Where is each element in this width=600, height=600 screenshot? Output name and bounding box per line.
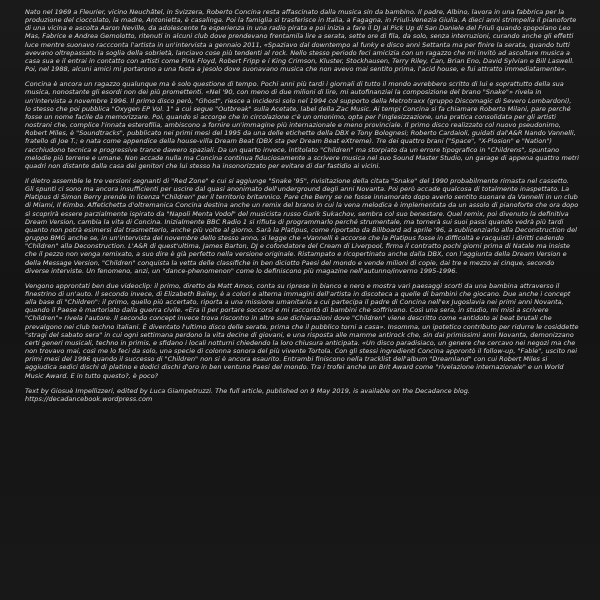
credits-text: Text by Giosuè Impellizzeri, edited by Luca Giampetruzzi. The full article, published on 9 May 2019, is available on the Decadance blog.: [25, 386, 471, 395]
paragraph-3: Il dietro assemble le tre versioni segnanti di "Red Zone" e cui si aggiunge "Snake '95", rivisitazione della citata "Snake" del 1990 probabilmente rimasta nel cassetto. Gli spunti ci sono ma ancora insufficienti per uscire dal quasi anonimato dell'underground degli anni Novanta. Poi però accade qualcosa di totalmente inaspettato. La Platipus di Simon Berry prende in licenza "Children" per il territorio britannico. Pare che Berry se ne fosse innamorato dopo averlo sentito suonare da Vannelli in un club di Miami, Il Kimbo. Affetichetta d'oltremanica Concina destina anche un remix del brano in cui la vena melodica è implementata da un assolo di pianoforte che ora dopo sì scoprirà essere parzialmente ispirato da "Napoli Menta Vodol" del musicista russo Garik Sukachov, sembra col suo benestare. Quel remix, poi divenuto la definitiva Dream Version, cambia la vita di Concina. Inizialmente BBC Radio 1 si rifiuta di programmarlo perché strumentale, ma tornerà sui suoi passi quando vedrà più tardi quanto non potrà esimersi dal trasmetterlo, anche più volte al giorno. Sarà la Platipus, come riportato da Billboard ad aprile '96, a sublicenziarlo alla Deconstruction del gruppo BMG anche se, in un'intervista del novembre dello stesso anno, si legge che «Vannelli è accorse che la Platipus fosse in difficoltà e racquisti i diritti cedendo "Children" alla Deconstruction. L'A&R di quest'ultima, James Barton, DJ e cofondatore del Cream di Liverpool, firma il contratto pochi giorni prima di Natale ma insiste che il pezzo non venga remixato, a suo dire è già perfetto nella versione originale. Ristampato e ricopertinato anche dalla DBX, con l'aggiunta della Dream Version e della Message Version, "Children" conquista la vetta delle classifiche in ben diciotto Paesi del mondo e vende milioni di copie, dai tre e mezzo ai cinque, secondo diverse interviste. Un fenomeno, anzi, un "dance-phenomenon" come lo definiscono più magazine nell'autunno/inverno 1995-1996.: [25, 176, 579, 275]
paragraph-1: Nato nel 1969 a Fleurier, vicino Neuchâtel, in Svizzera, Roberto Concina resta affascinato dalla musica sin da bambino. Il padre, Albino, lavora in una fabbrica per la produzione del cioccolato, la madre, Antonietta, è casalinga. Poi la famiglia si trasferisce in Italia, a Fagagna, in Friuli-Venezia Giulia. A dieci anni strimpella il pianoforte di una vicina e ascolta Aaron Neville, da adolescente fa esperienza in una radio pirata e poi inizia a fare il DJ al Pick Up di San Daniele del Friuli quando spopolano Leo Mas, Fabrice e Andrea Gemolotto, ritenuti in alcuni club dove prendevano frentamila lire a serata, sette ore di fila, da solo, senza interruzioni, curando anche gli effetti luce mentre suonavo raccconta l'artista in un'intervista a gennaio 2011, «Spaziavo dal downtempo al funky e disco anni Settanta ma per finire la serata, quando tutti avevano oltrepassato la soglia della sobrietà, lanciavo cose più tendenti al rock. Nello stesso periodo feci amicizia con un ragazzo che mi invitò ad ascoltare musica a casa sua e il entrai in contatto con artisti come Pink Floyd, Robert Fripp e i King Crimson, Kluster, Stockhausen, Terry Riley, Can, Brian Eno, David Sylvian e Bill Laswell. Poi, nel 1988, alcuni amici mi portarono a una festa a Jesolo dove suonavano musica che non avevo mai sentito prima, l'acid house, e fui attratto immediatamente».: [25, 8, 577, 74]
article-body: [25, 8, 579, 403]
paragraph-2: Concina è ancora un ragazzo qualunque ma è solo questione di tempo. Pochi anni più tardi i giornali di tutto il mondo avrebbero scritto di lui e soprattutto della sua musica, nonostante gli esordi non dei più promettenti. «Nel '90, con meno di due milioni di lire, mi autofinanziai la composizione del brano "Snake"» rivela in un'intervista a novembre 1996. Il primo disco però, "Ghost", riesce a incidersi solo nel 1994 col supporto della Metrotraxx (gruppo Discomagic di Severo Lombardoni), lo stesso che poi pubblica "Oxygen EP Vol. 1" a cui segue "Outbreak" sulla Acetate, label della Zac Music. Ai tempi Concina si fa chiamare Roberto Milani, pare perché fosse un nome facile da memorizzare. Poi, quando si accorge che in circolazione c'è un omonimo, opta per l'inglesizzazione, una pratica consolidata per gli artisti nostrani che, complice l'innata esterofilia, ambiscono a fornire un'immagine più internazionale e meno provinciale. Il primo disco realizzato col nuovo pseudonimo, Robert Miles, è "Soundtracks", pubblicato nei primi mesi del 1995 da una delle etichette della DBX e Tony Bolognesi; Roberto Cardaioli, guidati dal'A&R Nando Vannelli, fratello di Joe T.; e nata come appendice della house-villa Dream Beat (DBX sta per Dream Beat eXtreme). Tre dei quattro brani ("Space", "X-Plosion" e "Nation") racchiudono tecnica e progressive trance dawero spaziali. Da un quarto invece, intitolato "Children" ma storpiato da un errore tipografico in "Childrens", spuntano melodie più terrene e umane. Non accade nulla ma Concina continua fiduciosamente a scrivere musica nel suo Sound Master Studio, un garage di appena quattro metri quadri non distante dalla casa dei genitori che lui stesso ha insonorizzato per evitare di dar fastidio ai vicini.: [25, 80, 579, 170]
blog-url: https://decadancebook.wordpress.com: [25, 394, 153, 403]
credits-block: [25, 387, 579, 403]
paragraph-4: Vengono approntati ben due videoclip: il primo, diretto da Matt Amos, conta su riprese in bianco e nero e mostra vari paesaggi scorti da una bambina attraverso il finestrino di un'auto. Il secondo invece, di Elizabeth Bailey, è a colori e alterna immagini dell'artista in discoteca a quelle di bambini che giocano. Due anche i concept alla base di "Children": il primo, quello più accertato, riporta a una missione umanitaria a cui partecipa il padre di Concina nell'ex Jugoslavia nei primi anni Novanta, quando il Paese è martoriato dalla guerra civile. «Era il per portare soccorsi e mi raccontò di bambini che soffrivano. Così una sera, in studio, mi misi a scrivere "Children"» rivela l'autore. Il secondo concept invece trova riscontro in altre sue dichiarazioni dove "Children" viene descritto come «antidoto ai beat brutali che prevalgono nei club techno italiani. È diventato l'ultimo disco delle serate, prima che il pubblico torni a casa». Insomma, un ipotetico contributo per ridurre le cosiddette "stragi del sabato sera" in cui ogni settimana perdono la vita decine di giovani, e una risposta alle mamme antirock che, sin dai primissimi anni Novanta, demonizzano certi generi musicali, techno in primis, e sfidano i locali notturni chiedendo la loro chiusura anticipata. «Un disco paradisiaco, un genere che cercavo nei negozi ma che non trovavo mai, così me lo feci da solo, una specie di colonna sonora del più vivente Tortola. Con gli stessi ingredienti Concina approntò il follow-up, "Fable", uscito nei primi mesi del 1996 quando il successo di "Children" non si è ancora esaurito. Entrambi finiscono nella tracklist dell'album "Dreamland" con cui Robert Miles si aggiudica sedici dischi di platino e dodici dischi d'oro in ben ventuno Paesi del mondo. Tra i trofei anche un Brit Award come "rivelazione internazionale" e un World Music Award. E in tutto questo?, è poco?: [25, 281, 579, 380]
